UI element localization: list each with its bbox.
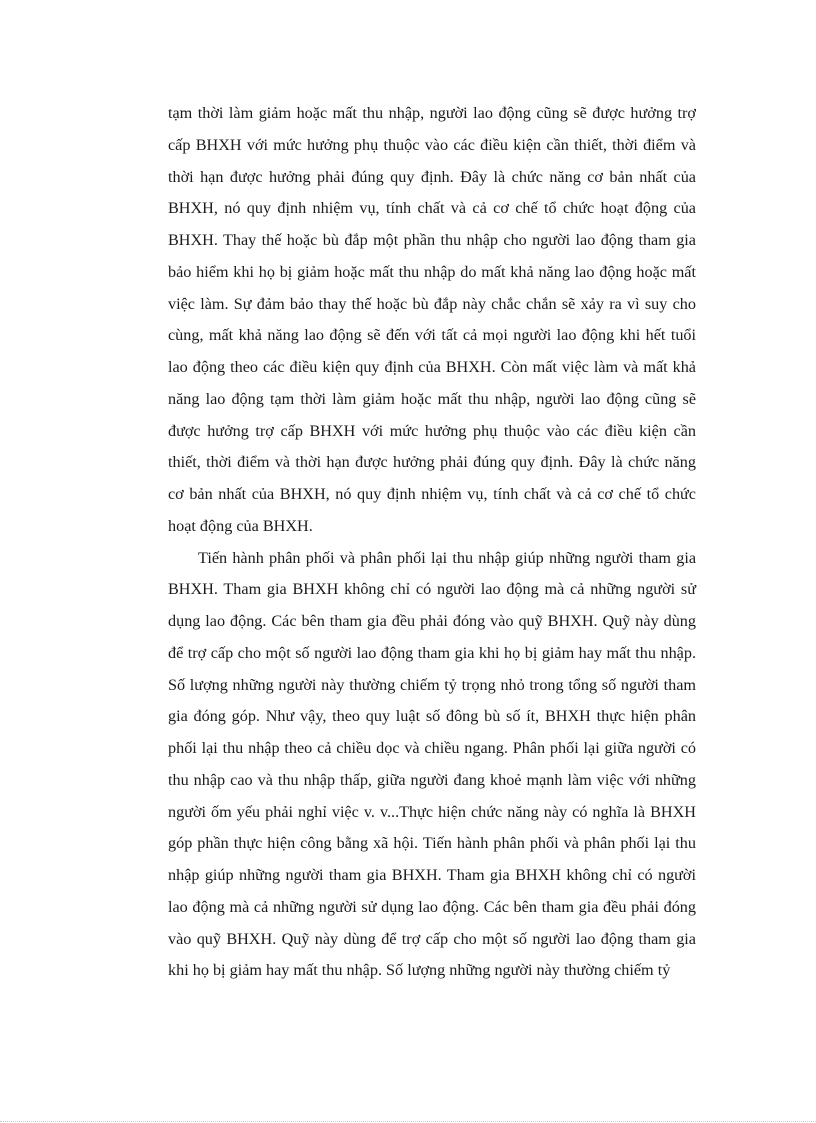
paragraph-continued: tạm thời làm giảm hoặc mất thu nhập, người lao động cũng sẽ được hưởng trợ cấp BHXH với mức hưởng phụ thuộc vào các điều kiện cần thiết, thời điểm và thời hạn được hưởng phải đúng quy định. Đây là chức năng cơ bản nhất của BHXH, nó quy định nhiệm vụ, tính chất và cả cơ chế tổ chức hoạt động của BHXH. Thay thế hoặc bù đắp một phần thu nhập cho người lao động tham gia bảo hiểm khi họ bị giảm hoặc mất thu nhập do mất khả năng lao động hoặc mất việc làm. Sự đảm bảo thay thế hoặc bù đắp này chắc chắn sẽ xảy ra vì suy cho cùng, mất khả năng lao động sẽ đến với tất cả mọi người lao động khi hết tuổi lao động theo các điều kiện quy định của BHXH. Còn mất việc làm và mất khả năng lao động tạm thời làm giảm hoặc mất thu nhập, người lao động cũng sẽ được hưởng trợ cấp BHXH với mức hưởng phụ thuộc vào các điều kiện cần thiết, thời điểm và thời hạn được hưởng phải đúng quy định. Đây là chức năng cơ bản nhất của BHXH, nó quy định nhiệm vụ, tính chất và cả cơ chế tổ chức hoạt động của BHXH. <box>168 104 696 535</box>
document-body <box>168 98 696 987</box>
page-bottom-border <box>0 1121 816 1122</box>
paragraph-redistribution: Tiến hành phân phối và phân phối lại thu nhập giúp những người tham gia BHXH. Tham gia BHXH không chỉ có người lao động mà cả những người sử dụng lao động. Các bên tham gia đều phải đóng vào quỹ BHXH. Quỹ này dùng để trợ cấp cho một số người lao động tham gia khi họ bị giảm hay mất thu nhập. Số lượng những người này thường chiếm tỷ trọng nhỏ trong tổng số người tham gia đóng góp. Như vậy, theo quy luật số đông bù số ít, BHXH thực hiện phân phối lại thu nhập theo cả chiều dọc và chiều ngang. Phân phối lại giữa người có thu nhập cao và thu nhập thấp, giữa người đang khoẻ mạnh làm việc với những người ốm yếu phải nghỉ việc v. v...Thực hiện chức năng này có nghĩa là BHXH góp phần thực hiện công bằng xã hội. Tiến hành phân phối và phân phối lại thu nhập giúp những người tham gia BHXH. Tham gia BHXH không chỉ có người lao động mà cả những người sử dụng lao động. Các bên tham gia đều phải đóng vào quỹ BHXH. Quỹ này dùng để trợ cấp cho một số người lao động tham gia khi họ bị giảm hay mất thu nhập. Số lượng những người này thường chiếm tỷ <box>168 548 696 980</box>
